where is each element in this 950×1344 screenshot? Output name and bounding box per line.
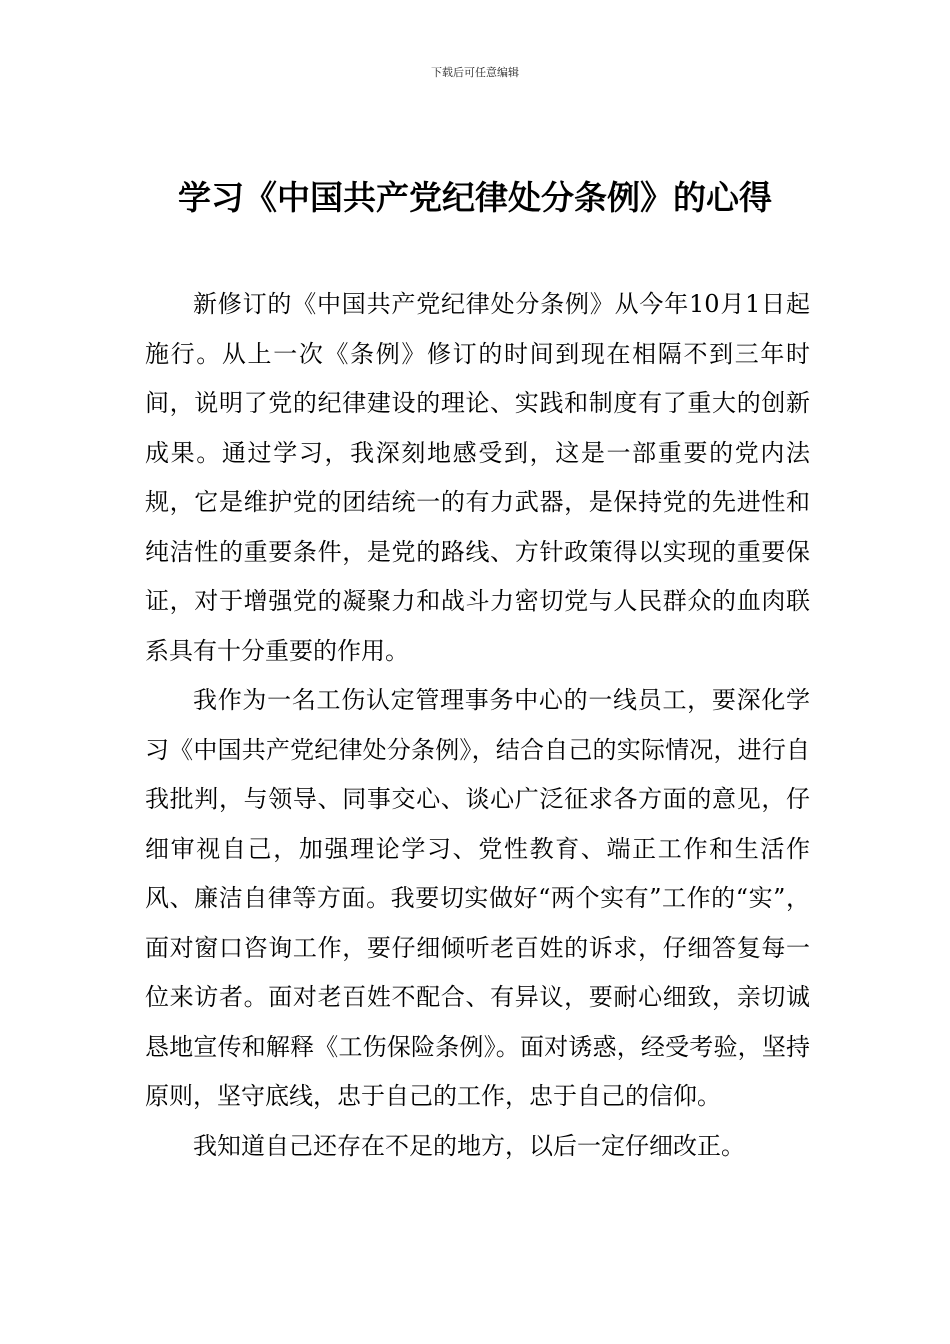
document-body <box>145 280 810 1171</box>
paragraph-2: 我作为一名工伤认定管理事务中心的一线员工，要深化学习《中国共产党纪律处分条例》，结合自己的实际情况，进行自我批判，与领导、同事交心、谈心广泛征求各方面的意见，仔细审视自己，加强理论学习、党性教育、端正工作和生活作风、廉洁自律等方面。我要切实做好“两个实有”工作的“实”，面对窗口咨询工作，要仔细倾听老百姓的诉求，仔细答复每一位来访者。面对老百姓不配合、有异议，要耐心细致，亲切诚恳地宣传和解释《工伤保险条例》。面对诱惑，经受考验，坚持原则，坚守底线，忠于自己的工作，忠于自己的信仰。 <box>145 686 810 1110</box>
paragraph-1: 新修订的《中国共产党纪律处分条例》从今年10月1日起施行。从上一次《条例》修订的时间到现在相隔不到三年时间，说明了党的纪律建设的理论、实践和制度有了重大的创新成果。通过学习，我深刻地感受到，这是一部重要的党内法规，它是维护党的团结统一的有力武器，是保持党的先进性和纯洁性的重要条件，是党的路线、方针政策得以实现的重要保证，对于增强党的凝聚力和战斗力密切党与人民群众的血肉联系具有十分重要的作用。 <box>145 290 810 665</box>
header-note: 下载后可任意编辑 <box>431 66 519 79</box>
document-title: 学习《中国共产党纪律处分条例》的心得 <box>178 178 772 217</box>
paragraph-3: 我知道自己还存在不足的地方，以后一定仔细改正。 <box>193 1131 745 1160</box>
